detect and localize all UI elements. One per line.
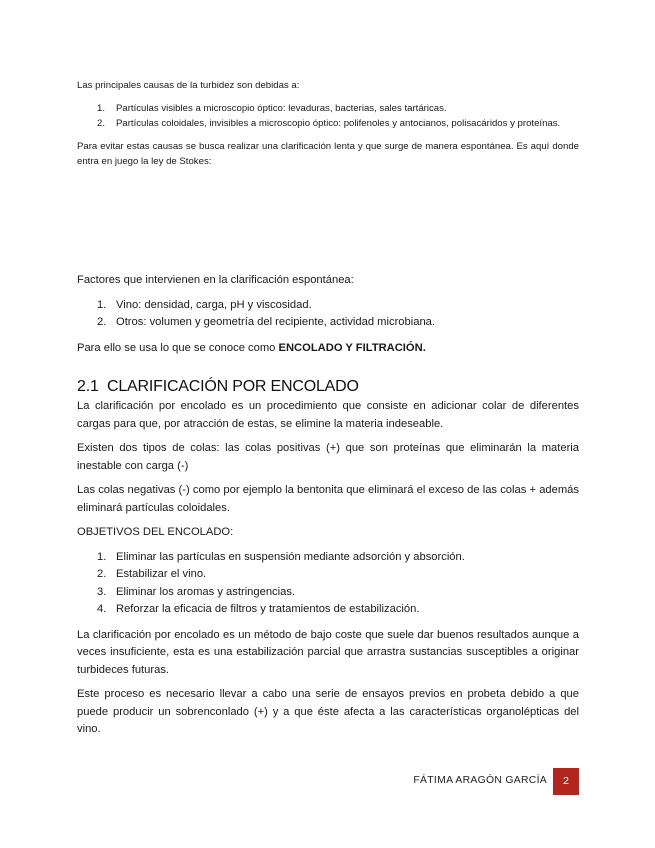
paragraph-cost: La clarificación por encolado es un método de bajo coste que suele dar buenos resultados aunque a veces insuficiente, esta es una estabilización parcial que arrastra sustancias susceptibles a originar turbideces futuras. [77, 628, 579, 676]
section-title-text: CLARIFICACIÓN POR ENCOLADO [107, 378, 359, 395]
list-number: 2. [97, 118, 106, 129]
section-heading [77, 377, 579, 397]
encolado-body [77, 398, 579, 739]
list-item [77, 314, 579, 332]
causes-list [77, 101, 579, 131]
objectives-list [77, 549, 579, 619]
paragraph-trials: Este proceso es necesario llevar a cabo una serie de ensayos previos en probeta debido a que puede producir un sobrenconlado (+) y a que éste afecta a las características organolépticas del vino. [77, 688, 579, 735]
list-text: Vino: densidad, carga, pH y viscosidad. [116, 298, 312, 311]
page-number-badge: 2 [553, 768, 579, 795]
list-item [77, 116, 579, 131]
paragraph-definition: La clarificación por encolado es un procedimiento que consiste en adicionar colar de diferentes cargas para que, por atracción de estas, se elimine la materia indeseable. [77, 400, 579, 430]
list-number: 1. [97, 103, 106, 114]
list-item [77, 584, 579, 602]
list-number: 1. [97, 550, 107, 563]
list-text: Reforzar la eficacia de filtros y tratamientos de estabilización. [116, 603, 420, 615]
list-number: 4. [97, 603, 107, 615]
section-number: 2.1 [77, 378, 99, 395]
list-text: Eliminar las partículas en suspensión mediante adsorción y absorción. [116, 550, 465, 563]
paragraph-negative-glues: Las colas negativas (-) como por ejemplo la bentonita que eliminará el exceso de las colas + además eliminará partículas coloidales. [77, 484, 579, 514]
known-as-paragraph [77, 340, 579, 358]
factors-section [77, 272, 579, 357]
list-number: 3. [97, 585, 107, 598]
list-number: 2. [97, 316, 107, 328]
factors-list [77, 297, 579, 332]
known-as-bold: ENCOLADO Y FILTRACIÓN. [278, 341, 426, 354]
stokes-paragraph: Para evitar estas causas se busca realizar una clarificación lenta y que surge de manera espontánea. Es aquí donde entra en juego la ley de Stokes: [77, 141, 579, 167]
list-number: 2. [97, 568, 107, 580]
turbidity-section [77, 78, 579, 169]
list-text: Otros: volumen y geometría del recipiente, actividad microbiana. [116, 316, 435, 328]
footer-author: FÁTIMA ARAGÓN GARCÍA [413, 775, 547, 786]
paragraph-positive-glues: Existen dos tipos de colas: las colas positivas (+) que son proteínas que eliminarán la materia inestable con carga (-) [77, 442, 579, 472]
list-text: Partículas visibles a microscopio óptico: levaduras, bacterias, sales tartáricas. [116, 103, 447, 114]
list-text: Eliminar los aromas y astringencias. [116, 585, 296, 598]
objectives-title: OBJETIVOS DEL ENCOLADO: [77, 526, 234, 538]
list-text: Estabilizar el vino. [116, 568, 207, 580]
known-as-prefix: Para ello se usa lo que se conoce como [77, 341, 279, 354]
section-title [77, 377, 579, 397]
list-item [77, 549, 579, 567]
list-number: 1. [97, 298, 107, 311]
list-item [77, 601, 579, 619]
turbidity-intro: Las principales causas de la turbidez son debidas a: [77, 80, 300, 91]
factors-intro: Factores que intervienen en la clarificación espontánea: [77, 274, 354, 286]
list-item [77, 101, 579, 116]
list-text: Partículas coloidales, invisibles a microscopio óptico: polifenoles y antocianos, polisacáridos y proteínas. [116, 118, 561, 129]
list-item [77, 566, 579, 584]
list-item [77, 297, 579, 315]
